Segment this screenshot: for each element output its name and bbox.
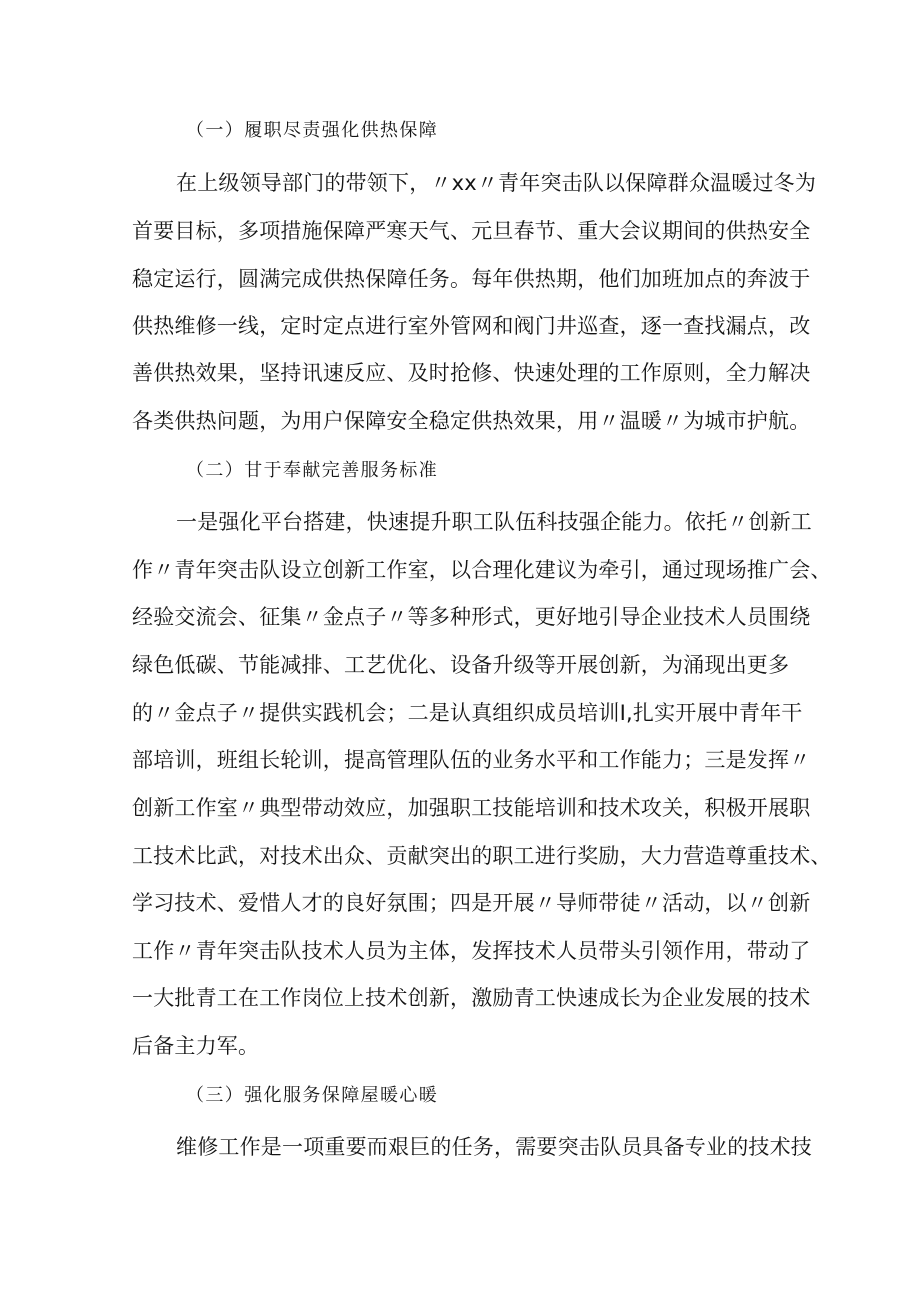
- paragraph-line: 的〃金点子〃提供实践机会；二是认真组织成员培训Ⅰ,扎实开展中青年干: [132, 701, 803, 725]
- paragraph-line: 部培训，班组长轮训，提高管理队伍的业务水平和工作能力；三是发挥〃: [132, 748, 811, 772]
- paragraph-line: 在上级领导部门的带领下，〃xx〃青年突击队以保障群众温暖过冬为: [176, 171, 817, 195]
- section-heading-1: （一）履职尽责强化供热保障: [186, 120, 439, 141]
- paragraph-line: 后备主力军。: [132, 1034, 260, 1058]
- paragraph-line: 善供热效果，坚持讯速反应、及时抢修、快速处理的工作原则，全力解决: [132, 361, 811, 385]
- paragraph-line: 工作〃青年突击队技术人员为主体，发挥技术人员带头引领作用，带动了: [132, 939, 811, 963]
- paragraph-line: 一是强化平台搭建，快速提升职工队伍科技强企能力。依托〃创新工: [176, 510, 812, 534]
- paragraph-line: 首要目标，多项措施保障严寒天气、元旦春节、重大会议期间的供热安全: [132, 219, 811, 243]
- paragraph-line: 学习技术、爱惜人才的良好氛围；四是开展〃导师带徒〃活动，以〃创新: [132, 891, 811, 915]
- paragraph-line: 稳定运行，圆满完成供热保障任务。每年供热期，他们加班加点的奔波于: [132, 267, 811, 291]
- paragraph-line: 经验交流会、征集〃金点子〃等多种形式，更好地引导企业技术人员围绕: [132, 605, 811, 629]
- paragraph-line: 各类供热问题，为用户保障安全稳定供热效果，用〃温暖〃为城市护航。: [132, 409, 811, 433]
- paragraph-line: 绿色低碳、节能减排、工艺优化、设备升级等开展创新，为涌现出更多: [132, 653, 790, 677]
- paragraph-line: 创新工作室〃典型带动效应，加强职工技能培训和技术攻关，积极开展职: [132, 796, 811, 820]
- paragraph-line: 维修工作是一项重要而艰巨的任务，需要突击队员具备专业的技术技: [176, 1135, 812, 1159]
- section-heading-2: （二）甘于奉献完善服务标准: [186, 460, 439, 481]
- paragraph-line: 一大批青工在工作岗位上技术创新，激励青工快速成长为企业发展的技术: [132, 986, 811, 1010]
- paragraph-line: 作〃青年突击队设立创新工作室，以合理化建议为牵引，通过现场推广会、: [132, 558, 832, 582]
- paragraph-line: 供热维修一线，定时定点进行室外管网和阀门井巡查，逐一查找漏点，改: [132, 314, 811, 338]
- paragraph-line: 工技术比武，对技术出众、贡献突出的职工进行奖励，大力营造尊重技术、: [132, 844, 832, 868]
- section-heading-3: （三）强化服务保障屋暖心暖: [186, 1085, 439, 1106]
